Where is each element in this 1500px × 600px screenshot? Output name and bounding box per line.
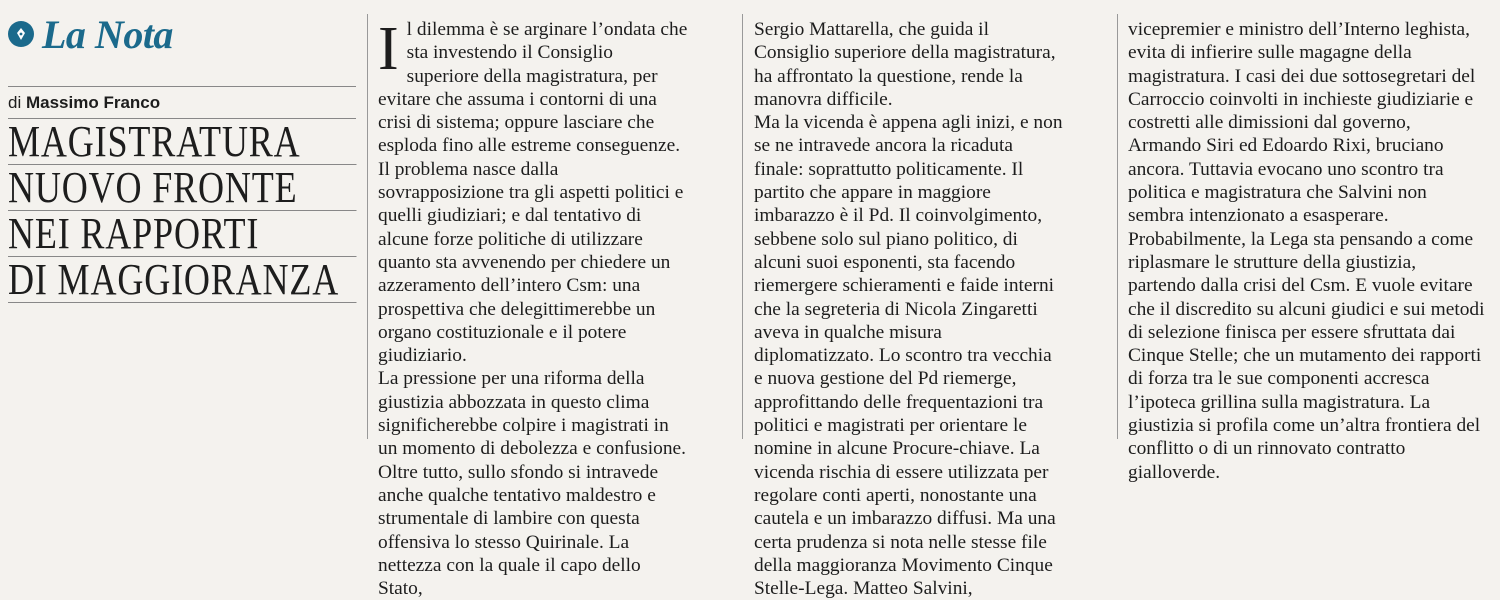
article-column-3 <box>1128 18 1486 484</box>
paragraph: vicepremier e ministro dell’Interno leghista, evita di infierire sulle magagne della magistratura. I casi dei due sottosegretari del Carroccio coinvolti in inchieste giudiziarie e costretti alle dimissioni dal governo, Armando Siri ed Edoardo Rixi, bruciano ancora. Tuttavia evocano uno scontro tra politica e magistratura che Salvini non sembra intenzionato a esasperare. <box>1128 19 1476 227</box>
article-column-1 <box>378 15 688 600</box>
paragraph: l dilemma è se arginare l’ondata che sta investendo il Consiglio superiore della magistratura, per evitare che assuma i contorni di una crisi di sistema; oppure lasciare che esploda fino alle estreme conseguenze. Il problema nasce dalla sovrapposizione tra gli aspetti politici e quelli giudiziari; e dal tentativo di alcune forze politiche di utilizzare quanto sta avvenendo per chiedere un azzeramento dell’intero Csm: una prospettiva che delegittimerebbe un organo costituzionale e il potere giudiziario. <box>378 19 688 367</box>
headline-line: MAGISTRATURA <box>8 119 356 165</box>
column-divider <box>1117 14 1118 439</box>
paragraph: Ma la vicenda è appena agli inizi, e non se ne intravede ancora la ricaduta finale: soprattutto politicamente. Il partito che appare in maggiore imbarazzo è il Pd. Il coinvolgimento, sebbene solo sul piano politico, di alcuni suoi esponenti, sta facendo riemergere schieramenti e faide interni che la segreteria di Nicola Zingaretti aveva in qualche misura diplomatizzato. Lo scontro tra vecchia e nuova gestione del Pd riemerge, approfittando delle frequentazioni tra politici e magistrati per orientare le nomine in alcune Procure-chiave. La vicenda rischia di essere utilizzata per regolare conti aperti, nonostante una cautela e un imbarazzo diffusi. Ma una certa prudenza si nota nelle stesse file della maggioranza Movimento Cinque Stelle-Lega. Matteo Salvini, <box>754 112 1063 600</box>
headline-line: NEI RAPPORTI <box>8 211 356 257</box>
article-header <box>8 8 356 303</box>
section-title: La Nota <box>42 11 173 57</box>
byline-prefix: di <box>8 93 22 112</box>
column-divider <box>367 14 368 439</box>
headline-line: NUOVO FRONTE <box>8 165 356 211</box>
article-column-2 <box>754 18 1064 600</box>
paragraph: Probabilmente, la Lega sta pensando a come riplasmare le strutture della giustizia, partendo dalla crisi del Csm. E vuole evitare che il discredito su alcuni giudici e sui metodi di selezione finisca per essere sfruttata dai Cinque Stelle; che un mutamento dei rapporti di forza tra le sue componenti accresca l’ipoteca grillina sulla magistratura. La giustizia si profila come un’altra frontiera del conflitto o di un rinnovato contratto gialloverde. <box>1128 228 1485 483</box>
paragraph: Sergio Mattarella, che guida il Consiglio superiore della magistratura, ha affrontato la questione, rende la manovra difficile. <box>754 19 1056 110</box>
byline <box>8 87 356 118</box>
section-header <box>8 8 356 60</box>
paragraph: La pressione per una riforma della giustizia abbozzata in questo clima significherebbe colpire i magistrati in un momento di debolezza e confusione. Oltre tutto, sullo sfondo si intravede anche qualche tentativo maldestro e strumentale di lambire con questa offensiva lo stesso Quirinale. La nettezza con la quale il capo dello Stato, <box>378 368 686 600</box>
headline-line: DI MAGGIORANZA <box>8 257 356 303</box>
headline <box>8 119 356 303</box>
drop-cap: I <box>378 15 399 83</box>
pen-nib-icon <box>8 21 34 47</box>
author-name: Massimo Franco <box>25 93 161 112</box>
column-divider <box>742 14 743 439</box>
